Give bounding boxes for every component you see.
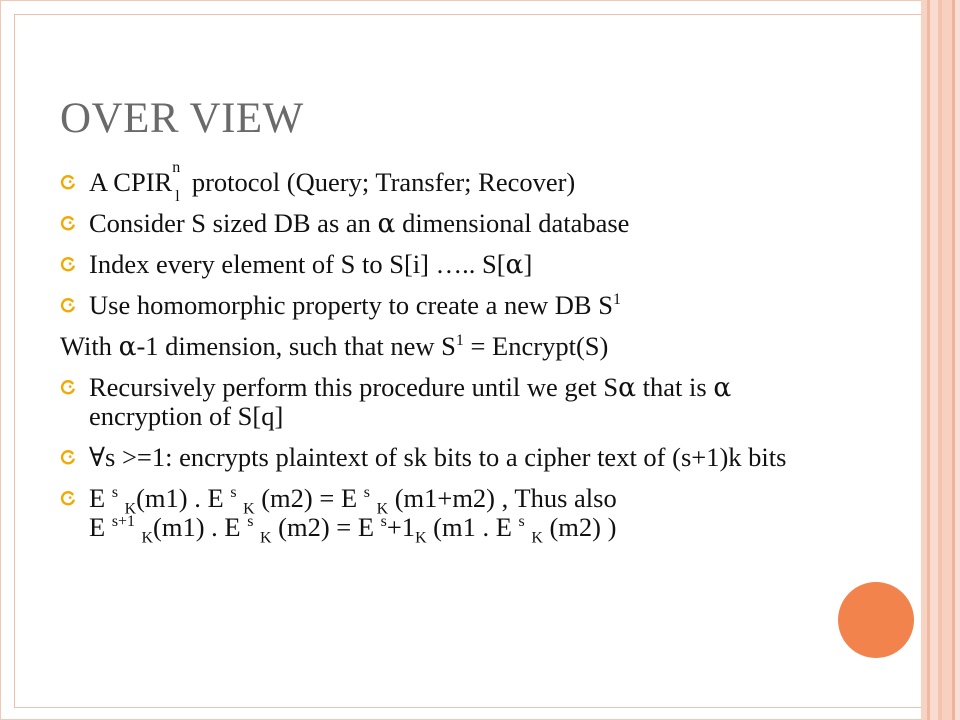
alpha-symbol: α	[618, 372, 637, 403]
superscript: 1	[455, 332, 464, 350]
swirl-bullet-icon	[60, 256, 76, 272]
item-text: A CPIR	[89, 167, 173, 197]
bullet-item	[60, 483, 850, 547]
item-text: protocol (Query; Transfer; Recover)	[185, 167, 576, 197]
item-text: that is	[636, 372, 714, 402]
text-line	[60, 332, 850, 361]
item-text: Consider S sized DB as an	[89, 208, 378, 238]
bullet-item	[60, 291, 850, 320]
swirl-bullet-icon	[60, 297, 76, 313]
accent-circle	[838, 582, 914, 658]
swirl-bullet-icon	[60, 174, 76, 190]
bullet-item	[60, 209, 850, 238]
bullet-item	[60, 250, 850, 279]
alpha-symbol: α	[505, 249, 524, 280]
side-stripe	[942, 0, 952, 720]
swirl-bullet-icon	[60, 215, 76, 231]
formula-line-2: E $^{s+1}$ $_K$(m1) . E $^s$ $_K$ (m2) = E $^s+1_K$ (m1 . E $^s$ $_K$ (m2) )	[89, 512, 617, 547]
bullet-item	[60, 443, 850, 472]
swirl-bullet-icon	[60, 490, 76, 506]
item-text: ]	[523, 249, 533, 279]
swirl-bullet-icon	[60, 379, 76, 395]
subscript: l	[175, 188, 180, 205]
alpha-symbol: α	[118, 331, 137, 362]
item-text: encryption of S[q]	[89, 401, 284, 431]
forall-symbol: ∀	[89, 442, 105, 473]
alpha-symbol: α	[713, 372, 732, 403]
item-text: With	[60, 331, 119, 361]
item-text: -1 dimension, such that new S	[136, 331, 456, 361]
item-text: Recursively perform this procedure until we get S	[89, 372, 619, 402]
item-text: = Encrypt(S)	[463, 331, 609, 361]
slide-body	[60, 159, 850, 554]
side-stripe	[955, 0, 960, 720]
bullet-item	[60, 373, 850, 431]
swirl-bullet-icon	[60, 449, 76, 465]
bullet-item: A CPIR n l protocol (Query; Transfer; Recover)	[60, 168, 850, 197]
item-text: s >=1: encrypts plaintext of sk bits to a cipher text of (s+1)k bits	[105, 442, 787, 472]
side-stripe	[930, 0, 938, 720]
item-text: dimensional database	[395, 208, 630, 238]
formula-line-1: E $^s$ $_K$(m1) . E $^s$ $_K$ (m2) = E $^s$ $_K$ (m1+m2) , Thus also	[89, 483, 617, 518]
superscript: 1	[612, 291, 621, 309]
alpha-symbol: α	[377, 208, 396, 239]
item-text: Index every element of S to S[i] ….. S[	[89, 249, 506, 279]
item-text: Use homomorphic property to create a new DB S	[89, 290, 613, 320]
slide-title: OVER VIEW	[60, 95, 304, 142]
